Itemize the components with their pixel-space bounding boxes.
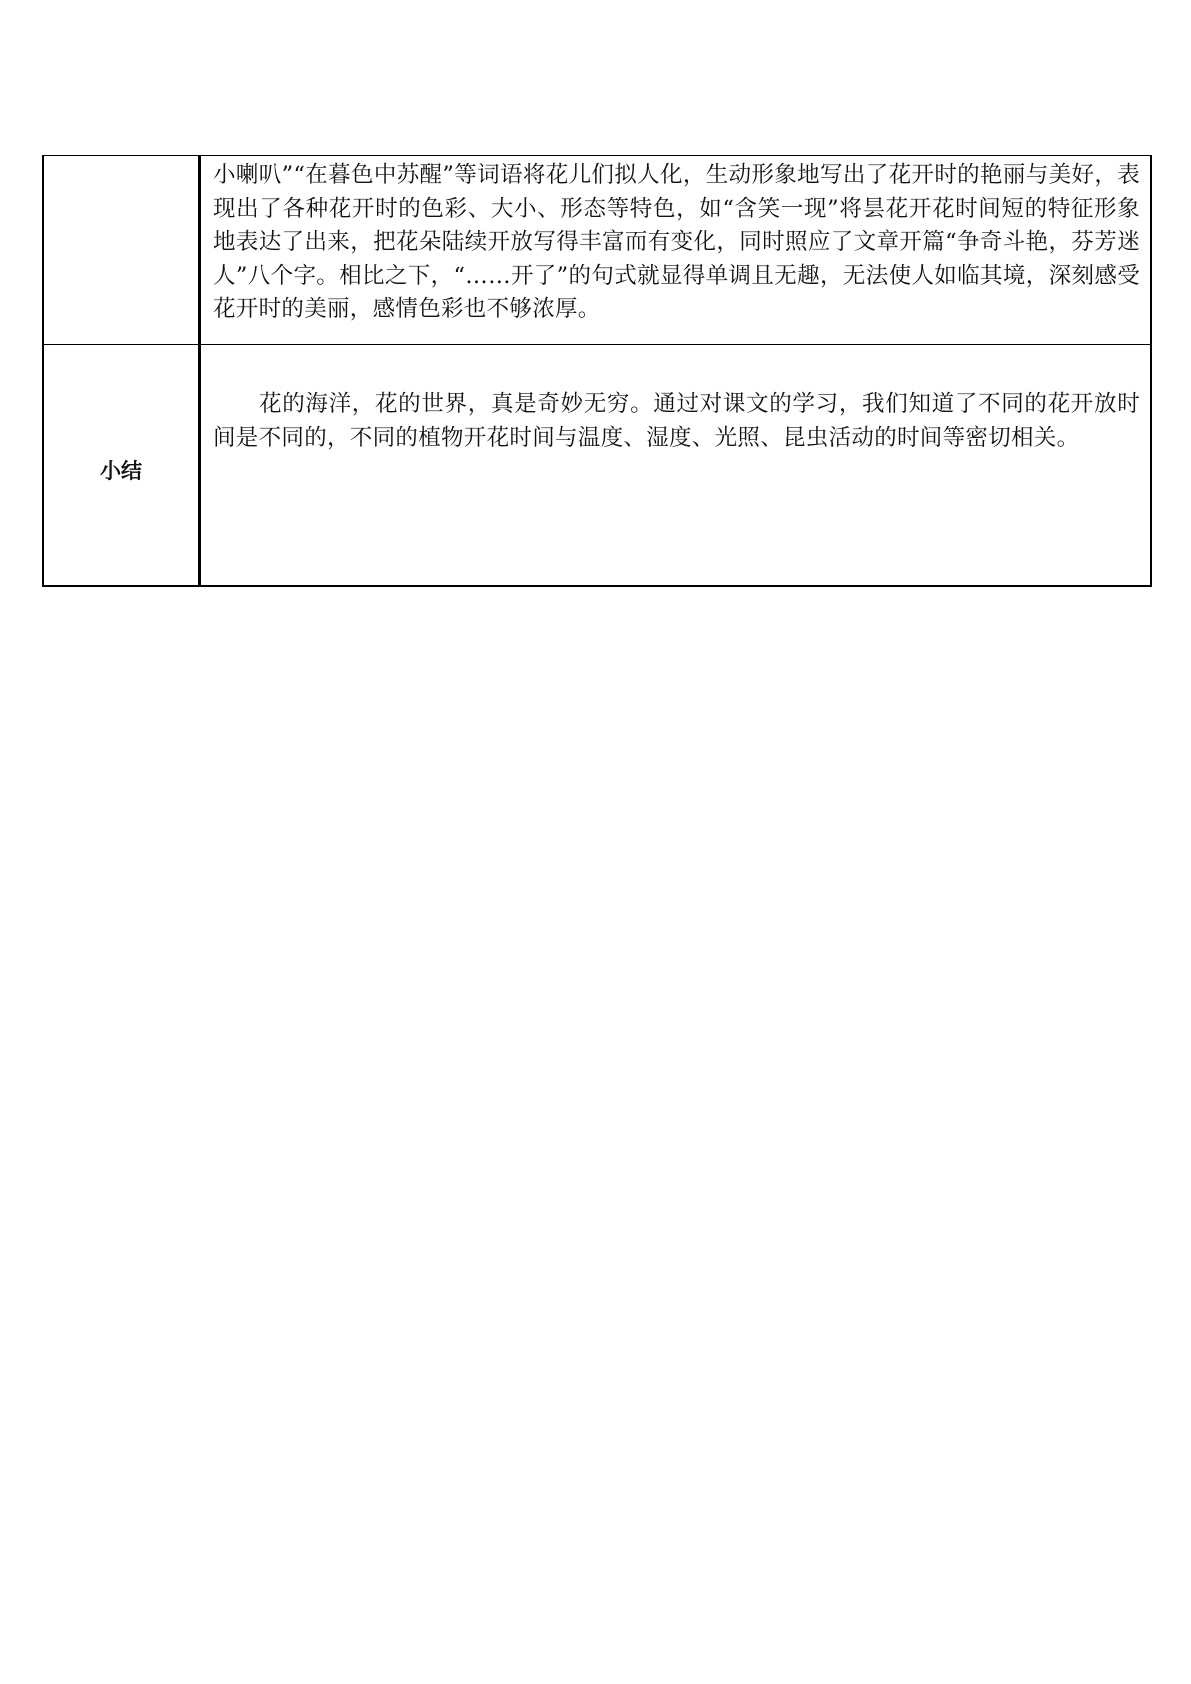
summary-label: 小结 (100, 459, 142, 483)
row-label-cell (43, 156, 200, 345)
table-row-summary (43, 345, 1151, 587)
table-row-analysis (43, 156, 1151, 345)
row-content-cell (200, 156, 1152, 345)
analysis-paragraph: 小喇叭”“在暮色中苏醒”等词语将花儿们拟人化，生动形象地写出了花开时的艳丽与美好，表现出了各种花开时的色彩、大小、形态等特色，如“含笑一现”将昙花开花时间短的特征形象地表达了出来，把花朵陆续开放写得丰富而有变化，同时照应了文章开篇“争奇斗艳，芬芳迷人”八个字。相比之下，“……开了”的句式就显得单调且无趣，无法使人如临其境，深刻感受花开时的美丽，感情色彩也不够浓厚。 (213, 162, 1140, 322)
lesson-table (42, 155, 1152, 587)
row-content-cell (200, 345, 1152, 587)
row-label-cell (43, 345, 200, 587)
summary-paragraph: 花的海洋，花的世界，真是奇妙无穷。通过对课文的学习，我们知道了不同的花开放时间是不同的，不同的植物开花时间与温度、湿度、光照、昆虫活动的时间等密切相关。 (213, 391, 1140, 451)
